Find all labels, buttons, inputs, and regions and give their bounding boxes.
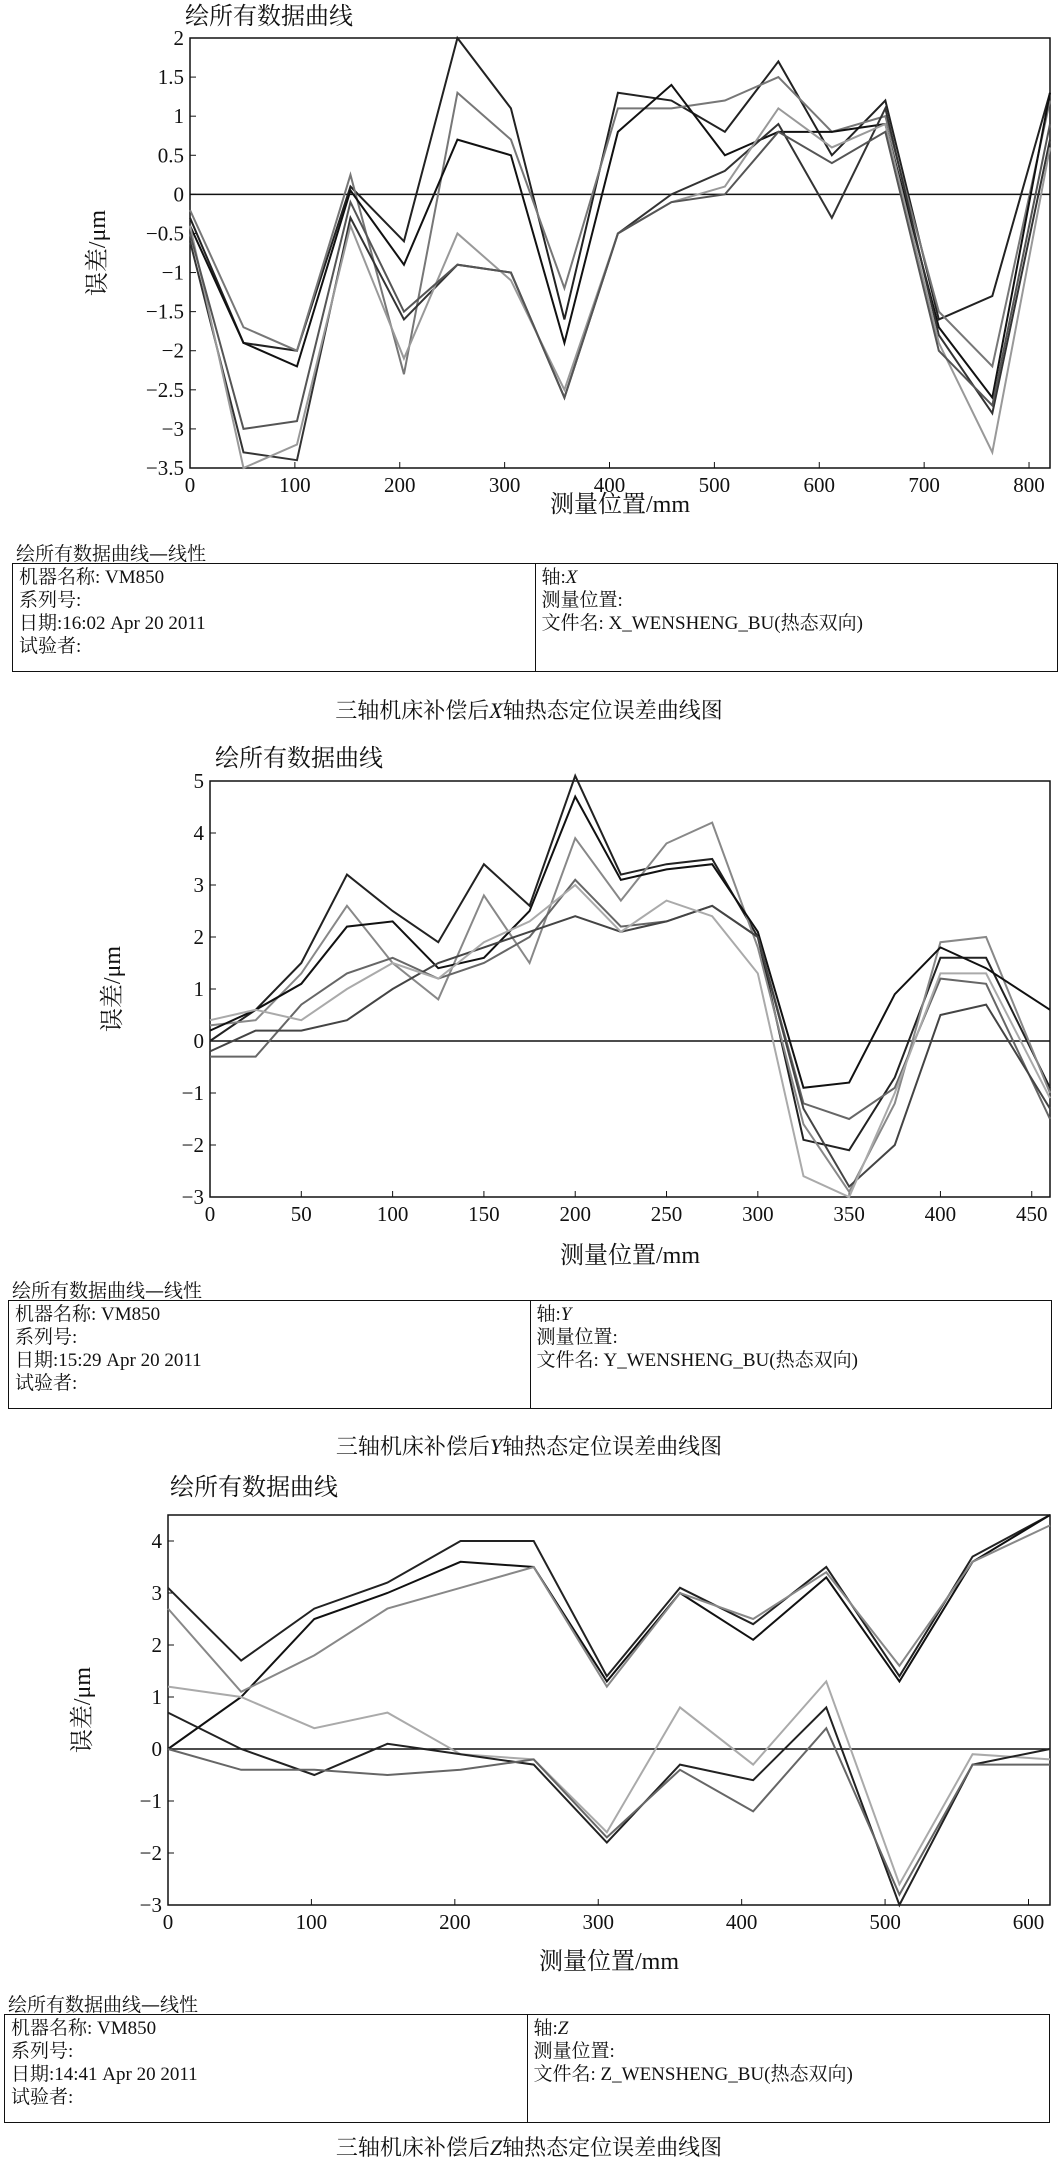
x-tick-label: 250 [650,1202,683,1226]
x-tick-label: 50 [290,1202,312,1226]
machine-name: 机器名称: VM850 [19,567,165,588]
machine-name: 机器名称: VM850 [15,1304,161,1325]
axis-label: 轴: [541,567,566,588]
tester: 试验者: [15,1373,78,1394]
info-right-column [536,564,1058,671]
x-tick-label: 100 [376,1202,409,1226]
y-tick-label: −0.5 [145,221,184,246]
x-axis-error-chart [0,0,1058,520]
y-tick-label: −2 [181,1133,204,1157]
caption-prefix: 三轴机床补偿后 [335,699,490,724]
y-tick-label: −2 [161,338,184,363]
x-tick-label: 600 [1012,1910,1045,1934]
x-axis-label: 测量位置/mm [549,492,691,518]
y-tick-label: 1 [173,104,184,129]
y-tick-label: −1 [181,1081,204,1105]
series-line-5 [190,108,1050,468]
y-tick-label: −1 [161,260,184,285]
axis-name [534,2017,1044,2040]
y-tick-label: −2 [139,1841,162,1865]
figure-caption [0,2131,1058,2162]
x-tick-label: 800 [1013,473,1045,497]
y-tick-label: −3 [139,1893,162,1917]
axis-name [542,566,1052,589]
x-tick-label: 200 [384,473,416,497]
file-name: 文件名: Y_WENSHENG_BU(热态双向) [536,1350,858,1371]
x-tick-label: 150 [468,1202,500,1226]
chart-title: 绘所有数据曲线 [170,1475,338,1501]
info-left-column [5,2015,528,2122]
x-tick-label: 300 [742,1202,774,1226]
series-line-3 [168,1525,1050,1691]
x-tick-label: 400 [593,473,626,497]
x-tick-label: 0 [162,1910,174,1934]
caption-prefix: 三轴机床补偿后 [335,1435,490,1460]
x-tick-label: 200 [439,1910,471,1934]
test-date: 日期:15:29 Apr 20 2011 [15,1350,202,1371]
y-tick-label: 3 [193,873,204,897]
y-tick-label: 2 [151,1633,162,1657]
axis-value: X [565,567,578,588]
x-tick-label: 500 [698,473,731,497]
x-tick-label: 0 [204,1202,216,1226]
figure-caption [0,694,1058,725]
plot-frame [210,781,1050,1197]
x-tick-label: 600 [803,473,836,497]
series-line-2 [168,1515,1050,1749]
y-tick-label: 4 [151,1529,162,1553]
y-axis-error-chart [0,733,1058,1273]
y-tick-label: 3 [151,1581,162,1605]
y-tick-label: −1.5 [145,299,184,324]
tester: 试验者: [19,636,82,657]
caption-suffix: 轴热态定位误差曲线图 [502,699,723,724]
file-name: 文件名: Z_WENSHENG_BU(热态双向) [533,2064,853,2085]
machine-name: 机器名称: VM850 [11,2018,157,2039]
info-title: 绘所有数据曲线—线性 [8,1994,199,2016]
serial-number: 系列号: [19,590,82,611]
x-tick-label: 0 [184,473,196,497]
axis-label: 轴: [536,1304,561,1325]
y-tick-label: 1.5 [157,65,184,90]
x-axis-label: 测量位置/mm [559,1243,701,1269]
x-tick-label: 300 [488,473,521,497]
info-left-column [13,564,536,671]
y-tick-label: −3 [161,416,184,441]
axis-name [537,1303,1046,1326]
series-line-3 [210,797,1050,1088]
y-tick-label: 5 [193,769,204,793]
plot-frame [190,38,1050,468]
x-tick-label: 300 [582,1910,614,1934]
figure-caption [0,1430,1058,1461]
info-title: 绘所有数据曲线—线性 [16,543,207,565]
plot-frame [168,1515,1050,1905]
info-right-column [528,2015,1050,2122]
y-axis-panel [0,733,1058,1468]
y-axis-label: 误差/μm [100,945,126,1033]
info-table [12,563,1058,672]
x-tick-label: 400 [725,1910,758,1934]
x-tick-label: 100 [295,1910,328,1934]
info-table [4,2014,1050,2123]
x-axis-panel [0,0,1058,724]
info-table [8,1300,1052,1409]
z-axis-panel [0,1465,1058,2161]
chart-title: 绘所有数据曲线 [215,746,383,772]
caption-axis: X [489,698,503,723]
y-tick-label: 4 [193,821,204,845]
series-line-4 [168,1681,1050,1884]
y-tick-label: −2.5 [145,377,184,402]
x-tick-label: 500 [869,1910,901,1934]
measure-position: 测量位置: [536,1327,618,1348]
y-tick-label: −3.5 [145,456,184,480]
axis-label: 轴: [533,2018,558,2039]
measure-position: 测量位置: [541,590,623,611]
x-tick-label: 100 [279,473,311,497]
axis-value: Y [560,1304,572,1325]
y-axis-label: 误差/μm [70,1666,96,1754]
x-tick-label: 700 [908,473,940,497]
y-axis-label: 误差/μm [85,209,111,297]
x-tick-label: 350 [833,1202,865,1226]
z-axis-error-chart [0,1465,1058,1985]
info-right-column [531,1301,1052,1408]
y-tick-label: 1 [151,1685,162,1709]
y-tick-label: 0 [173,182,184,207]
x-axis-label: 测量位置/mm [538,1949,680,1975]
x-tick-label: 400 [924,1202,957,1226]
chart-title: 绘所有数据曲线 [185,4,353,30]
test-date: 日期:14:41 Apr 20 2011 [11,2064,198,2085]
test-date: 日期:16:02 Apr 20 2011 [19,613,206,634]
y-tick-label: −1 [139,1789,162,1813]
y-tick-label: 0 [193,1029,204,1053]
y-tick-label: 0.5 [157,143,184,168]
serial-number: 系列号: [11,2041,74,2062]
caption-suffix: 轴热态定位误差曲线图 [502,2136,723,2161]
series-line-5 [168,1707,1050,1905]
info-left-column [9,1301,531,1408]
series-line-5 [210,906,1050,1187]
y-tick-label: 2 [173,26,184,50]
x-tick-label: 200 [559,1202,591,1226]
y-tick-label: 1 [193,977,204,1001]
caption-prefix: 三轴机床补偿后 [335,2136,490,2161]
measure-position: 测量位置: [533,2041,615,2062]
y-tick-label: −3 [181,1185,204,1209]
info-title: 绘所有数据曲线—线性 [12,1280,203,1302]
caption-axis: Z [489,2135,503,2160]
caption-suffix: 轴热态定位误差曲线图 [502,1435,723,1460]
y-tick-label: 2 [193,925,204,949]
x-tick-label: 450 [1015,1202,1048,1226]
y-tick-label: 0 [151,1737,162,1761]
tester: 试验者: [11,2087,74,2108]
axis-value: Z [557,2018,569,2039]
caption-axis: Y [489,1434,503,1459]
serial-number: 系列号: [15,1327,78,1348]
file-name: 文件名: X_WENSHENG_BU(热态双向) [541,613,863,634]
